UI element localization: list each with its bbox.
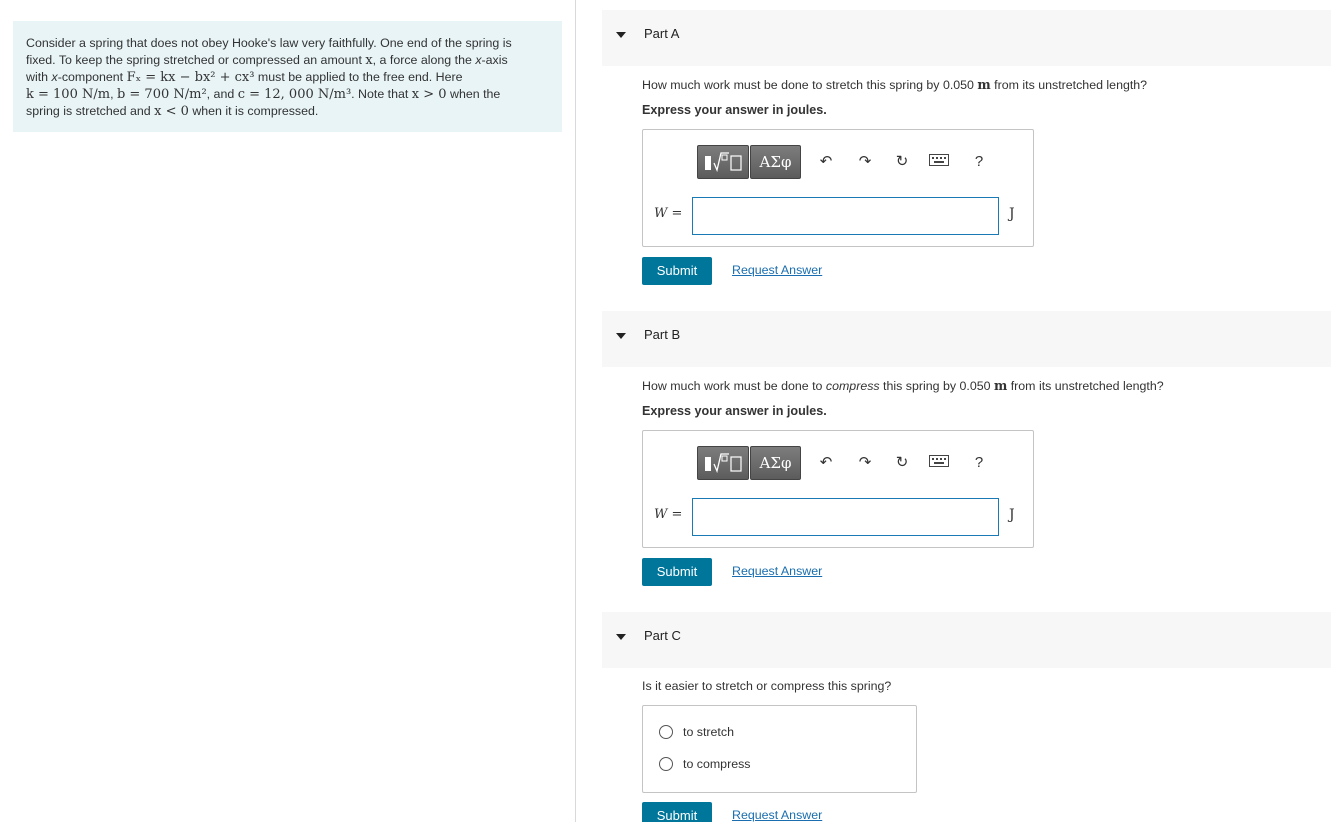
question-text: How much work must be done to stretch this spring by 0.050 xyxy=(642,78,978,92)
part-a-header[interactable] xyxy=(602,10,1331,66)
problem-pane xyxy=(0,0,576,822)
part-b-request-answer-link[interactable]: Request Answer xyxy=(732,564,823,578)
part-b-title: Part B xyxy=(644,327,681,342)
greek-symbols-button[interactable]: ΑΣφ xyxy=(750,145,801,179)
reset-icon[interactable]: ↻ xyxy=(895,454,909,471)
problem-text: spring is stretched and xyxy=(26,104,155,118)
part-a-answer-input[interactable] xyxy=(692,197,999,235)
emphasis-compress: compress xyxy=(825,379,880,393)
problem-text: , and xyxy=(206,87,238,101)
variable-w: W xyxy=(654,507,668,522)
question-text: from its unstretched length? xyxy=(990,78,1148,92)
part-b-instruction: Express your answer in joules. xyxy=(642,404,827,418)
reset-icon[interactable]: ↻ xyxy=(895,153,909,170)
question-text: this spring by 0.050 xyxy=(879,379,994,393)
unit-m: m xyxy=(977,77,991,92)
b-value: b = 700 N/m² xyxy=(116,87,207,102)
radio-button[interactable] xyxy=(659,757,673,771)
templates-icon xyxy=(698,447,748,479)
redo-icon[interactable]: ↷ xyxy=(858,454,872,471)
templates-icon xyxy=(698,146,748,178)
keyboard-icon[interactable] xyxy=(929,452,949,474)
collapse-triangle-icon[interactable] xyxy=(616,32,626,38)
equals-sign: = xyxy=(667,206,683,221)
c-value: c = 12, 000 N/m³ xyxy=(237,87,352,102)
k-value: k = 100 N/m xyxy=(26,87,111,102)
part-b-header[interactable] xyxy=(602,311,1331,367)
answer-variable-label xyxy=(654,507,682,522)
collapse-triangle-icon[interactable] xyxy=(616,634,626,640)
part-c-request-answer-link[interactable]: Request Answer xyxy=(732,808,823,822)
question-text: from its unstretched length? xyxy=(1007,379,1164,393)
math-x-positive: x > 0 xyxy=(411,87,447,102)
part-a-title: Part A xyxy=(644,26,680,41)
unit-label: J xyxy=(1009,206,1015,222)
part-c-submit-button[interactable]: Submit xyxy=(642,802,712,822)
radio-button[interactable] xyxy=(659,725,673,739)
undo-icon[interactable]: ↶ xyxy=(819,454,833,471)
problem-text: . Note that xyxy=(351,87,412,101)
part-c-header[interactable] xyxy=(602,612,1331,668)
part-c-question: Is it easier to stretch or compress this spring? xyxy=(642,679,892,693)
part-a-answer-box xyxy=(642,129,1034,247)
templates-button[interactable] xyxy=(697,446,749,480)
option-label: to compress xyxy=(683,757,751,771)
problem-text: , xyxy=(110,87,117,101)
keyboard-icon[interactable] xyxy=(929,151,949,173)
math-x-negative: x < 0 xyxy=(154,104,189,119)
help-icon[interactable]: ? xyxy=(974,153,984,170)
help-icon[interactable]: ? xyxy=(974,454,984,471)
problem-text: must be applied to the free end. Here xyxy=(254,70,463,84)
math-x: x xyxy=(365,53,373,68)
problem-text: -component xyxy=(57,70,127,84)
unit-label: J xyxy=(1009,507,1015,523)
part-a-submit-button[interactable]: Submit xyxy=(642,257,712,285)
part-c-title: Part C xyxy=(644,628,681,643)
part-a-instruction: Express your answer in joules. xyxy=(642,103,827,117)
templates-button[interactable] xyxy=(697,145,749,179)
problem-text: with xyxy=(26,70,52,84)
redo-icon[interactable]: ↷ xyxy=(858,153,872,170)
part-a-question xyxy=(642,77,1147,92)
part-b-answer-input[interactable] xyxy=(692,498,999,536)
part-c-options-box xyxy=(642,705,917,793)
greek-symbols-button[interactable]: ΑΣφ xyxy=(750,446,801,480)
problem-text: Consider a spring that does not obey Hooke's law very faithfully. One end of the spring is xyxy=(26,36,512,50)
part-a-request-answer-link[interactable]: Request Answer xyxy=(732,263,823,277)
collapse-triangle-icon[interactable] xyxy=(616,333,626,339)
problem-text: fixed. To keep the spring stretched or compressed an amount xyxy=(26,53,366,67)
option-label: to stretch xyxy=(683,725,734,739)
part-b-question xyxy=(642,378,1164,393)
problem-text: when the xyxy=(446,87,501,101)
force-equation: Fₓ = kx − bx² + cx³ xyxy=(126,70,255,85)
question-text: How much work must be done to xyxy=(642,379,826,393)
unit-m: m xyxy=(993,378,1008,393)
math-x: x xyxy=(475,53,482,67)
problem-statement xyxy=(13,21,562,132)
problem-text: -axis xyxy=(481,53,508,67)
variable-w: W xyxy=(654,206,668,221)
part-b-answer-box xyxy=(642,430,1034,548)
answer-variable-label xyxy=(654,206,682,221)
math-x: x xyxy=(51,70,58,84)
part-b-submit-button[interactable]: Submit xyxy=(642,558,712,586)
problem-text: when it is compressed. xyxy=(188,104,319,118)
problem-text: , a force along the xyxy=(372,53,476,67)
equals-sign: = xyxy=(667,507,683,522)
undo-icon[interactable]: ↶ xyxy=(819,153,833,170)
